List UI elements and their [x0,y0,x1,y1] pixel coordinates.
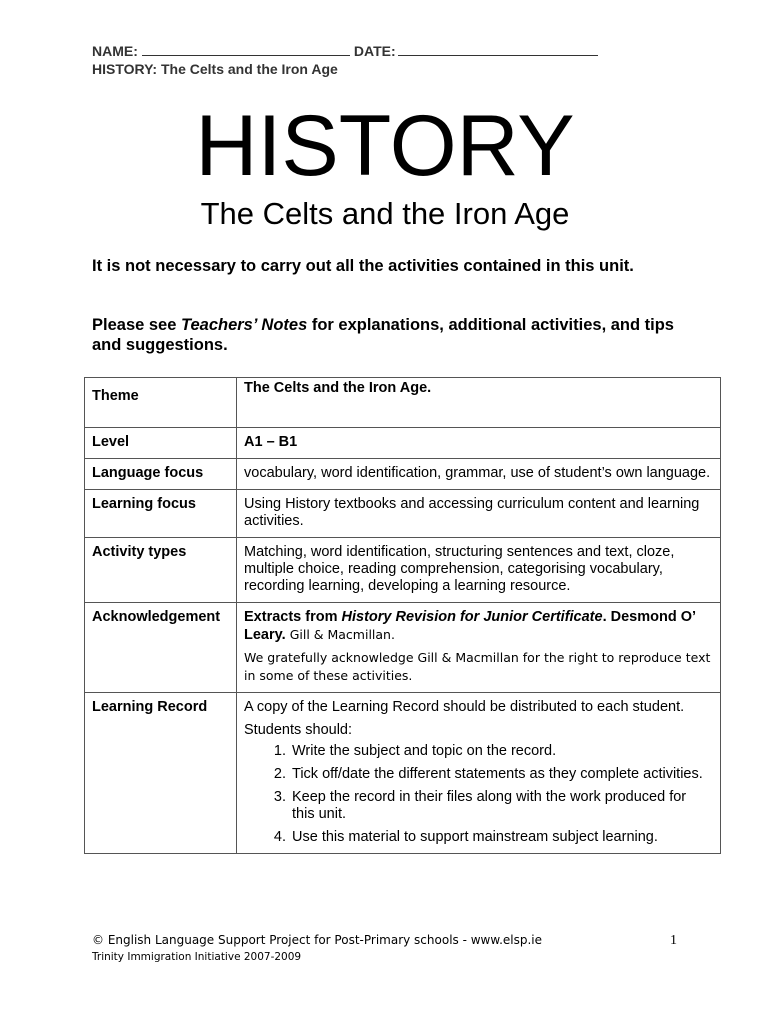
activity-types-label: Activity types [85,538,237,603]
ack-book-title: History Revision for Junior Certificate [341,609,603,625]
list-item: 1. Write the subject and topic on the record. [290,743,712,760]
theme-label: Theme [85,378,237,428]
ack-author: . Desmond O’ Leary. [244,609,696,643]
ack-extract-prefix: Extracts from [244,609,342,625]
language-focus-value: vocabulary, word identification, grammar, use of student’s own language. [237,459,721,490]
record-steps-list [244,743,712,846]
name-label: NAME: [92,43,138,59]
list-item: 4. Use this material to support mainstream subject learning. [290,829,712,846]
ack-publisher: Gill & Macmillan. [289,627,395,642]
activity-types-value: Matching, word identification, structuring sentences and text, cloze, multiple choice, reading comprehension, categorising vocabulary, recording learning, developing a learning resource. [237,538,721,603]
learning-record-label: Learning Record [85,693,237,854]
page-number: 1 [670,933,677,948]
table-row [85,490,721,538]
level-value: A1 – B1 [237,428,721,459]
table-row [85,693,721,854]
record-should: Students should: [244,722,353,738]
intro-paragraph-2 [92,315,682,355]
table-row [85,538,721,603]
learning-record-value [237,693,721,854]
footer-copyright: © English Language Support Project for Post-Primary schools - www.elsp.ie [92,933,543,947]
level-label: Level [85,428,237,459]
ack-extract-line [244,609,712,644]
page-title: HISTORY [195,98,575,194]
teachers-notes-ref: Teachers’ Notes [181,316,308,334]
intro-p2-before: Please see [92,316,181,334]
acknowledgement-value [237,603,721,693]
intro-p2-after: for explanations, additional activities, and tips and suggestions. [92,316,674,354]
record-intro: A copy of the Learning Record should be distributed to each student. [244,699,685,715]
unit-info-table [84,377,721,854]
table-row [85,603,721,693]
name-date-line [92,43,598,59]
table-row [85,378,721,428]
page-subtitle: The Celts and the Iron Age [200,196,570,231]
list-item: 2. Tick off/date the different statements as they complete activities. [290,766,712,783]
name-blank [142,44,350,56]
intro-paragraph-1: It is not necessary to carry out all the activities contained in this unit. [92,257,634,275]
table-row [85,428,721,459]
ack-note: We gratefully acknowledge Gill & Macmillan for the right to reproduce text in some of these activities. [244,650,711,683]
acknowledgement-label: Acknowledgement [85,603,237,693]
table-row [85,459,721,490]
date-blank [398,44,598,56]
language-focus-label: Language focus [85,459,237,490]
list-item: 3. Keep the record in their files along with the work produced for this unit. [290,789,712,823]
learning-focus-value: Using History textbooks and accessing curriculum content and learning activities. [237,490,721,538]
learning-focus-label: Learning focus [85,490,237,538]
theme-value: The Celts and the Iron Age. [237,378,721,428]
footer-initiative: Trinity Immigration Initiative 2007-2009 [92,951,302,963]
date-label: DATE: [353,43,396,59]
subject-line: HISTORY: The Celts and the Iron Age [92,61,338,77]
